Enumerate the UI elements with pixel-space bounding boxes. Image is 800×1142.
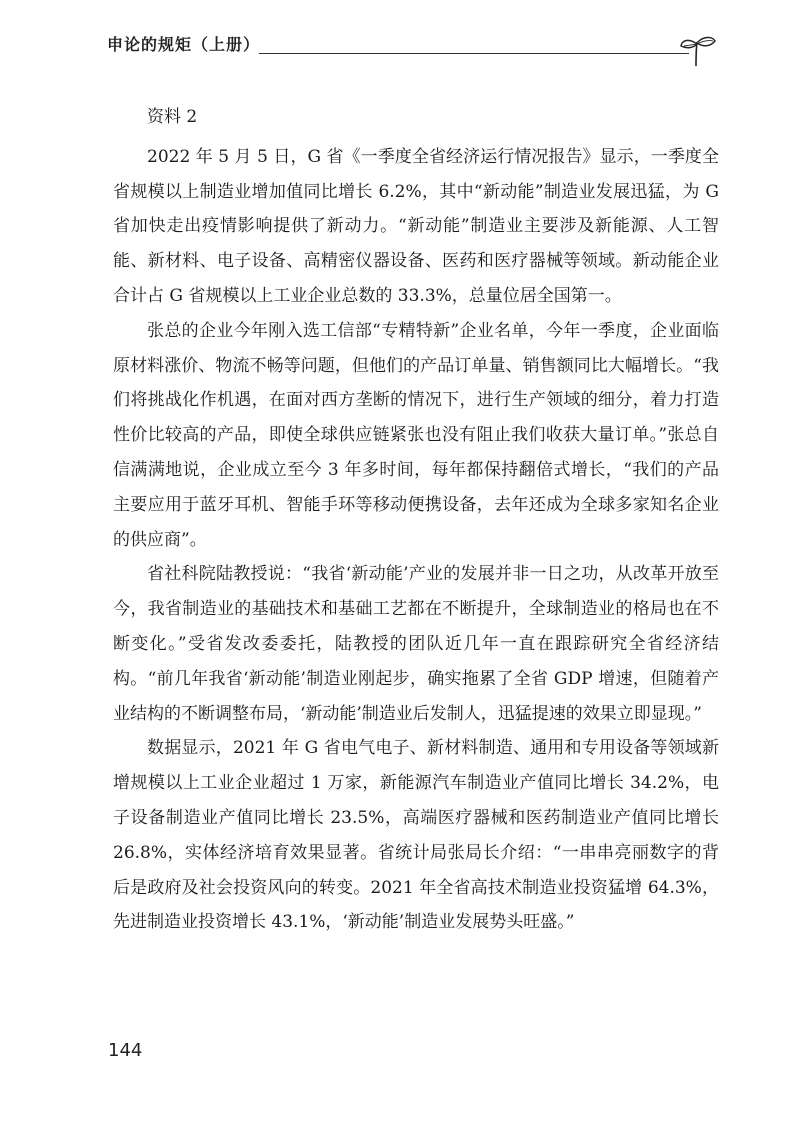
sprout-icon bbox=[679, 34, 717, 68]
paragraph-2: 张总的企业今年刚入选工信部“专精特新”企业名单，今年一季度，企业面临原材料涨价、物流不畅等问题，但他们的产品订单量、销售额同比大幅增长。“我们将挑战化作机遇，在面对西方垄断的情况下，进行生产领域的细分，着力打造性价比较高的产品，即使全球供应链紧张也没有阻止我们收获大量订单。”张总自信满满地说，企业成立至今 3 年多时间，每年都保持翻倍式增长，“我们的产品主要应用于蓝牙耳机、智能手环等移动便携设备，去年还成为全球多家知名企业的供应商”。 bbox=[113, 320, 719, 550]
document-body bbox=[113, 100, 719, 940]
page-number: 144 bbox=[108, 1040, 143, 1061]
paragraph-1: 2022 年 5 月 5 日，G 省《一季度全省经济运行情况报告》显示，一季度全省规模以上制造业增加值同比增长 6.2%，其中“新动能”制造业发展迅猛，为 G 省加快走出疫情影响提供了新动力。“新动能”制造业主要涉及新能源、人工智能、新材料、电子设备、高精密仪器设备、医药和医疗器械等领域。新动能企业合计占 G 省规模以上工业企业总数的 33.3%，总量位居全国第一。 bbox=[113, 146, 719, 306]
section-label: 资料 2 bbox=[147, 107, 198, 127]
header-rule bbox=[259, 53, 689, 54]
paragraph-4: 数据显示，2021 年 G 省电气电子、新材料制造、通用和专用设备等领域新增规模以上工业企业超过 1 万家，新能源汽车制造业产值同比增长 34.2%，电子设备制造业产值同比增长 23.5%，高端医疗器械和医药制造业产值同比增长 26.8%，实体经济培育效果显著。省统计局张局长介绍：“一串串亮丽数字的背后是政府及社会投资风向的转变。2021 年全省高技术制造业投资猛增 64.3%，先进制造业投资增长 43.1%，‘新动能’制造业发展势头旺盛。” bbox=[113, 738, 719, 933]
running-header bbox=[107, 34, 717, 74]
running-title: 申论的规矩（上册） bbox=[107, 35, 261, 54]
paragraph-3: 省社科院陆教授说：“我省‘新动能’产业的发展并非一日之功，从改革开放至今，我省制造业的基础技术和基础工艺都在不断提升，全球制造业的格局也在不断变化。”受省发改委委托，陆教授的团队近几年一直在跟踪研究全省经济结构。“前几年我省‘新动能’制造业刚起步，确实拖累了全省 GDP 增速，但随着产业结构的不断调整布局，‘新动能’制造业后发制人，迅猛提速的效果立即显现。” bbox=[113, 564, 719, 724]
